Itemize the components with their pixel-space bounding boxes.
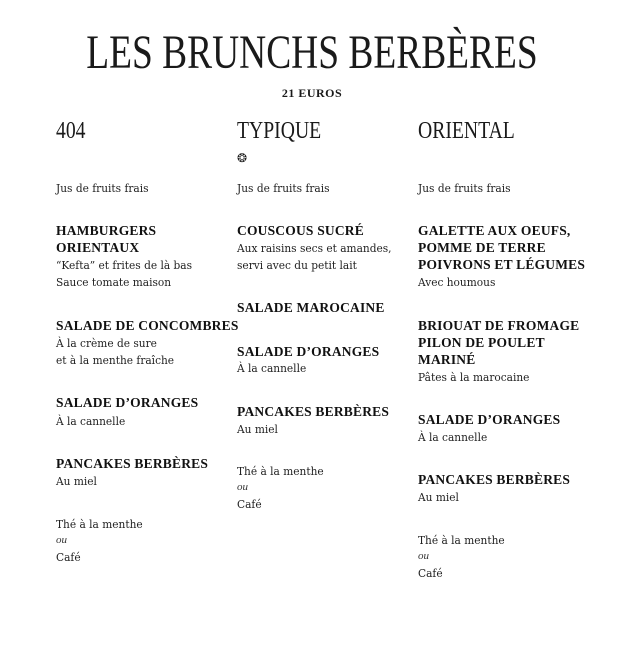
dish-desc: À la cannelle — [418, 430, 488, 444]
column-title: 404 — [56, 118, 86, 144]
dish-desc: Sauce tomate maison — [56, 275, 172, 289]
dish-title: SALADE DE CONCOMBRES — [56, 318, 239, 333]
dish-desc: Aux raisins secs et amandes, — [237, 241, 392, 255]
dish-title: PANCAKES BERBÈRES — [56, 456, 209, 471]
drink-tea: Thé à la menthe — [237, 464, 324, 478]
dish-desc: Avec houmous — [418, 275, 496, 289]
dish-desc: Pâtes à la marocaine — [418, 370, 530, 384]
dish-desc: et à la menthe fraîche — [56, 353, 175, 367]
dish-title: PILON DE POULET — [418, 335, 545, 350]
dish-desc: À la cannelle — [56, 414, 126, 428]
intro-item: Jus de fruits frais — [56, 181, 149, 195]
dish-desc: Au miel — [418, 490, 459, 504]
column-title: ORIENTAL — [418, 118, 515, 144]
dish-title: SALADE D’ORANGES — [56, 395, 199, 410]
drink-coffee: Café — [418, 566, 443, 580]
drink-coffee: Café — [56, 550, 81, 564]
dish-title: POIVRONS ET LÉGUMES — [418, 257, 586, 272]
drink-or: ou — [237, 481, 248, 493]
dish-title: PANCAKES BERBÈRES — [237, 404, 390, 419]
dish-title: COUSCOUS SUCRÉ — [237, 223, 364, 238]
menu-title: LES BRUNCHS BERBÈRES — [86, 26, 538, 79]
dish-title: BRIOUAT DE FROMAGE — [418, 318, 580, 333]
dish-title: GALETTE AUX OEUFS, — [418, 223, 571, 238]
intro-item: Jus de fruits frais — [237, 181, 330, 195]
dish-title: SALADE MAROCAINE — [237, 300, 385, 315]
dish-title: POMME DE TERRE — [418, 240, 546, 255]
flower-icon: ❂ — [237, 151, 248, 165]
dish-desc: servi avec du petit lait — [237, 258, 357, 272]
dish-title: ORIENTAUX — [56, 240, 140, 255]
drink-or: ou — [56, 534, 67, 546]
intro-item: Jus de fruits frais — [418, 181, 511, 195]
dish-title: PANCAKES BERBÈRES — [418, 472, 571, 487]
dish-desc: À la crème de sure — [56, 336, 157, 350]
dish-title: SALADE D’ORANGES — [418, 412, 561, 427]
drink-or: ou — [418, 550, 429, 562]
dish-desc: Au miel — [237, 422, 278, 436]
drink-coffee: Café — [237, 497, 262, 511]
drink-tea: Thé à la menthe — [418, 533, 505, 547]
dish-desc: À la cannelle — [237, 361, 307, 375]
dish-desc: Au miel — [56, 474, 97, 488]
dish-title: HAMBURGERS — [56, 223, 157, 238]
dish-title: MARINÉ — [418, 352, 476, 367]
column-title: TYPIQUE — [237, 118, 322, 144]
dish-title: SALADE D’ORANGES — [237, 344, 380, 359]
drink-tea: Thé à la menthe — [56, 517, 143, 531]
menu-price: 21 EUROS — [281, 86, 343, 100]
dish-desc: “Kefta” et frites de là bas — [56, 258, 193, 272]
